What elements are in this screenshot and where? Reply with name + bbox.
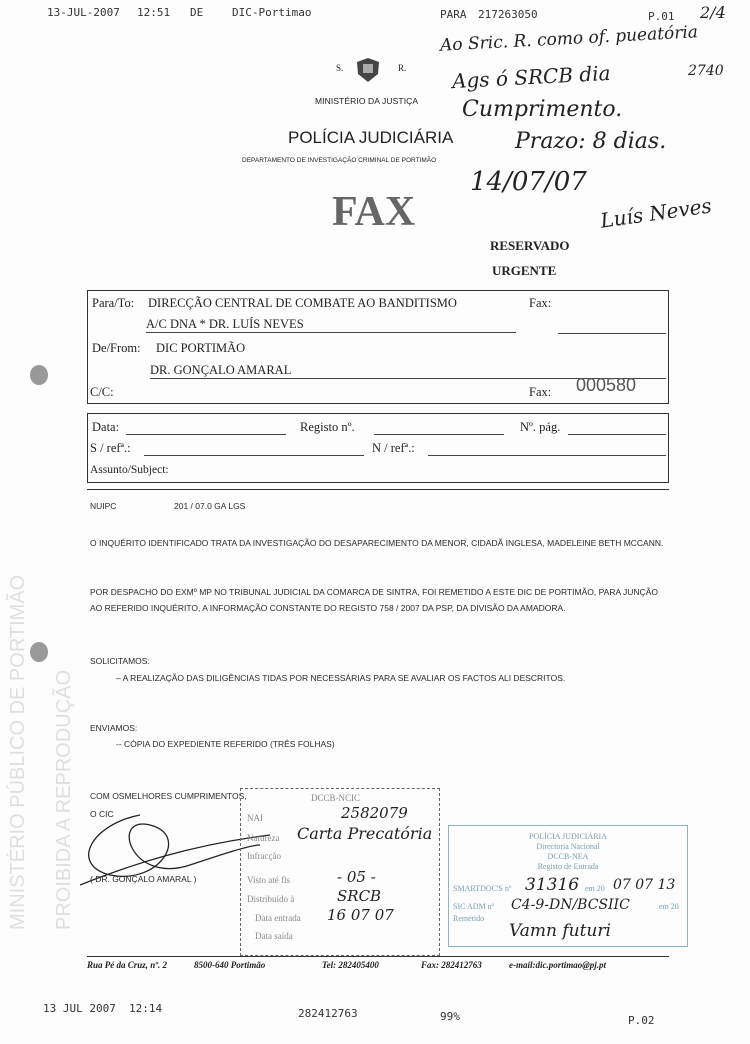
fax-header-de: DE xyxy=(190,6,204,19)
smartdocs-label: SMARTDOC'S nº xyxy=(453,884,512,893)
handwritten-signature: Luís Neves xyxy=(598,193,714,233)
footer-email: e-mail:dic.portimao@pj.pt xyxy=(509,960,606,970)
npag-label: Nº. pág. xyxy=(520,420,561,434)
saida-label: Data saída xyxy=(255,931,293,941)
handwritten-note-line2: Ags ó SRCB dia xyxy=(451,60,612,94)
distribuido-label: Distribuído à xyxy=(247,894,295,904)
registo-label: Registo nº. xyxy=(300,420,355,434)
nai-value: 2582079 xyxy=(341,804,408,822)
closing: COM OSMELHORES CUMPRIMENTOS, xyxy=(90,791,247,801)
solicitamos-label: SOLICITAMOS: xyxy=(90,656,150,666)
ministry-name: MINISTÉRIO DA JUSTIÇA xyxy=(315,96,419,106)
sic-label: SIC ADM nº xyxy=(453,902,495,911)
nai-label: NAI xyxy=(247,813,263,823)
punch-hole xyxy=(30,365,48,385)
stamp-left-title: DCCB-NCIC xyxy=(311,793,361,803)
registo-line xyxy=(374,434,504,435)
crest-s: S. xyxy=(336,63,344,73)
registry-stamp-right xyxy=(448,825,688,947)
em2-label: em 20 xyxy=(659,902,679,911)
fax-footer-quality: 99% xyxy=(440,1010,460,1023)
distribuido-value: SRCB xyxy=(337,887,382,905)
stamp-right-hand1: C4-9-DN/BCSIIC xyxy=(511,897,630,913)
footer-tel: Tel: 282405400 xyxy=(322,960,379,970)
visto-value: - 05 - xyxy=(337,868,376,886)
remetido-label: Remetido xyxy=(453,914,485,923)
footer-postal: 8500-640 Portimão xyxy=(194,960,266,970)
reference-box xyxy=(87,413,669,483)
reservado-label: RESERVADO xyxy=(490,238,570,253)
footer-address: Rua Pé da Cruz, nº. 2 xyxy=(87,960,167,970)
to-attn: A/C DNA * DR. LUÍS NEVES xyxy=(146,317,516,333)
stamp-right-l4: Registo de Entrada xyxy=(537,862,599,871)
handwritten-date: 14/07/07 xyxy=(470,167,587,197)
fax-header-time: 12:51 xyxy=(137,6,171,19)
handwritten-side-number: 2740 xyxy=(688,63,724,79)
crest-r: R. xyxy=(398,63,407,73)
fax-header-from: DIC-Portimao xyxy=(232,6,312,19)
stamp-right-l1: POLÍCIA JUDICIÁRIA xyxy=(529,832,607,841)
fax-title: FAX xyxy=(332,189,416,235)
watermark-line1: MINISTÉRIO PÚBLICO DE PORTIMÃO xyxy=(7,574,29,930)
signatory-role: O CIC xyxy=(90,809,114,819)
fax-to-label: Fax: xyxy=(529,296,552,310)
nref-line xyxy=(428,455,666,456)
data-line xyxy=(126,434,286,435)
urgente-label: URGENTE xyxy=(492,263,557,278)
addressee-box xyxy=(87,290,669,404)
to-label: Para/To: xyxy=(92,296,135,310)
agency-name: POLÍCIA JUDICIÁRIA xyxy=(288,128,454,147)
fax-cc-label: Fax: xyxy=(529,385,552,399)
fax-header-para: PARA xyxy=(440,8,467,21)
fax-footer-number: 282412763 xyxy=(298,1007,358,1020)
handwritten-note-line4: Prazo: 8 dias. xyxy=(515,129,667,154)
paragraph-2: POR DESPACHO DO EXMº MP NO TRIBUNAL JUDICIAL DA COMARCA DE SINTRA, FOI REMETIDO A ESTE DIC DE PORTIMÃO, PARA JUNÇÃO AO REFERIDO INQUÉRITO, A INFORMAÇÃO CONSTANTE DO REGISTO 758 / 2007 DA PSP, DA DIVISÃO DA AMADORA. xyxy=(90,587,658,613)
nref-label: N / refª.: xyxy=(372,441,415,455)
handwritten-note-line3: Cumprimento. xyxy=(462,97,623,122)
subject-label: Assunto/Subject: xyxy=(90,464,169,476)
fax-footer-page: P.02 xyxy=(628,1014,655,1027)
from-name: DR. GONÇALO AMARAL xyxy=(150,363,666,379)
punch-hole xyxy=(30,642,48,662)
stamp-right-l3: DCCB-NEA xyxy=(547,852,589,861)
smartdocs-value: 31316 xyxy=(525,875,580,895)
signatory-name: ( DR. GONÇALO AMARAL ) xyxy=(90,874,197,884)
paragraph-1: O INQUÉRITO IDENTIFICADO TRATA DA INVESTIGAÇÃO DO DESAPARECIMENTO DA MENOR, CIDADÃ INGLESA, MADELEINE BETH MCCANN. xyxy=(90,538,664,548)
divider xyxy=(87,489,669,490)
nuipc-label: NUIPC xyxy=(90,501,117,511)
to-value: DIRECÇÃO CENTRAL DE COMBATE AO BANDITISMO xyxy=(148,296,457,310)
footer-divider xyxy=(87,956,669,957)
nuipc-value: 201 / 07.0 GA LGS xyxy=(174,501,246,511)
sref-line xyxy=(144,455,364,456)
registry-stamp-left xyxy=(240,788,440,956)
fax-number-stamp: 000580 xyxy=(576,375,637,395)
fax-header-to-number: 217263050 xyxy=(478,8,538,21)
fax-header-page: P.01 xyxy=(648,10,675,23)
infraccao-label: Infracção xyxy=(247,851,281,861)
footer-fax: Fax: 282412763 xyxy=(421,960,482,970)
coat-of-arms-icon xyxy=(354,56,382,84)
data-label: Data: xyxy=(92,420,120,434)
from-value: DIC PORTIMÃO xyxy=(156,341,246,355)
page-count-note: 2/4 xyxy=(700,3,726,22)
sref-label: S / refª.: xyxy=(90,441,131,455)
stamp-right-l2: Directoria Nacional xyxy=(536,842,600,851)
natureza-label: Natureza xyxy=(247,833,280,843)
entrada-label: Data entrada xyxy=(255,913,301,923)
solicitamos-item: – A REALIZAÇÃO DAS DILIGÊNCIAS TIDAS POR NECESSÁRIAS PARA SE AVALIAR OS FACTOS ALI DESCRITOS. xyxy=(116,673,566,683)
fax-header-date: 13-JUL-2007 xyxy=(47,6,120,19)
department-name: DEPARTAMENTO DE INVESTIGAÇÃO CRIMINAL DE PORTIMÃO xyxy=(242,157,437,164)
em-label: em 20 xyxy=(585,884,605,893)
watermark-line2: PROIBIDA A REPRODUÇÃO xyxy=(53,669,75,930)
em-value: 07 07 13 xyxy=(613,877,676,893)
fax-footer-date: 13 JUL 2007 xyxy=(43,1002,116,1015)
from-label: De/From: xyxy=(92,341,141,355)
enviamos-label: ENVIAMOS: xyxy=(90,723,138,733)
natureza-value: Carta Precatória xyxy=(297,824,433,843)
enviamos-item: -- CÓPIA DO EXPEDIENTE REFERIDO (TRÊS FOLHAS) xyxy=(116,739,335,749)
fax-footer-time: 12:14 xyxy=(129,1002,163,1015)
fax-to-line xyxy=(558,333,666,334)
cc-label: C/C: xyxy=(90,385,114,399)
handwritten-note-line1: Ao Sric. R. como of. pueatória xyxy=(439,22,699,56)
stamp-right-hand2: Vamn futuri xyxy=(509,921,611,941)
npag-line xyxy=(568,434,666,435)
entrada-value: 16 07 07 xyxy=(327,906,394,924)
visto-label: Visto até fls xyxy=(247,875,290,885)
